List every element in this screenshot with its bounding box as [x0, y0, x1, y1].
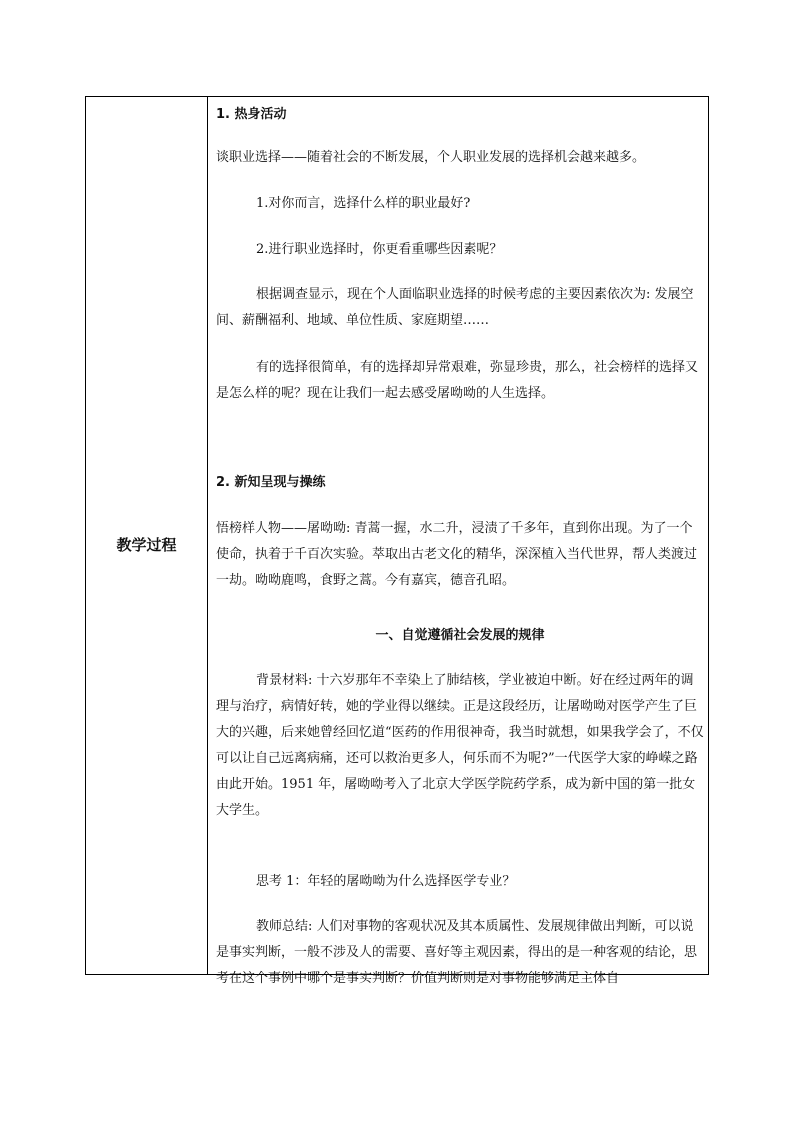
column-divider	[207, 97, 208, 974]
section-heading-warmup: 1. 热身活动	[216, 107, 287, 122]
paragraph-background: 背景材料: 十六岁那年不幸染上了肺结核，学业被迫中断。好在经过两年的调理与治疗，病情好转，她的学业得以继续。正是这段经历，让屠呦呦对医学产生了巨大的兴趣，后来她曾经回忆道“医药的作用很神奇，我当时就想，如果我学会了，不仅可以让自己远离病痛，还可以救治更多人，何乐而不为呢?”一代医学大家的峥嵘之路由此开始。1951 年，屠呦呦考入了北京大学医学院药学系，成为新中国的第一批女大学生。	[216, 673, 704, 818]
paragraph-teacher-summary: 教师总结: 人们对事物的客观状况及其本质属性、发展规律做出判断，可以说是事实判断，一般不涉及人的需要、喜好等主观因素，得出的是一种客观的结论，思考在这个事例中哪个是事实判断？价值判断则是对事物能够满足主体自	[216, 919, 698, 986]
think-question-1: 思考 1：年轻的屠呦呦为什么选择医学专业？	[256, 874, 516, 889]
lesson-table	[85, 96, 709, 986]
row-label: 教学过程	[116, 536, 177, 554]
paragraph-survey: 根据调查显示，现在个人面临职业选择的时候考虑的主要因素依次为: 发展空间、薪酬福利、地域、单位性质、家庭期望……	[216, 287, 694, 328]
section-heading-new-knowledge: 2. 新知呈现与操练	[216, 475, 326, 490]
question-2: 2.进行职业选择时，你更看重哪些因素呢？	[256, 242, 503, 257]
question-1: 1.对你而言，选择什么样的职业最好?	[256, 196, 471, 211]
paragraph-intro: 谈职业选择——随着社会的不断发展，个人职业发展的选择机会越来越多。	[216, 150, 646, 165]
paragraph-choice: 有的选择很简单，有的选择却异常艰难，弥显珍贵，那么，社会榜样的选择又是怎么样的呢？现在让我们一起去感受屠呦呦的人生选择。	[216, 360, 699, 401]
paragraph-role-model: 悟榜样人物——屠呦呦: 青蒿一握，水二升，浸渍了千多年，直到你出现。为了一个使命，执着于千百次实验。萃取出古老文化的精华，深深植入当代世界，帮人类渡过一劫。呦呦鹿鸣，食野之蒿。今有嘉宾，德音孔昭。	[216, 521, 698, 588]
subheading-law: 一、自觉遵循社会发展的规律	[375, 628, 545, 643]
